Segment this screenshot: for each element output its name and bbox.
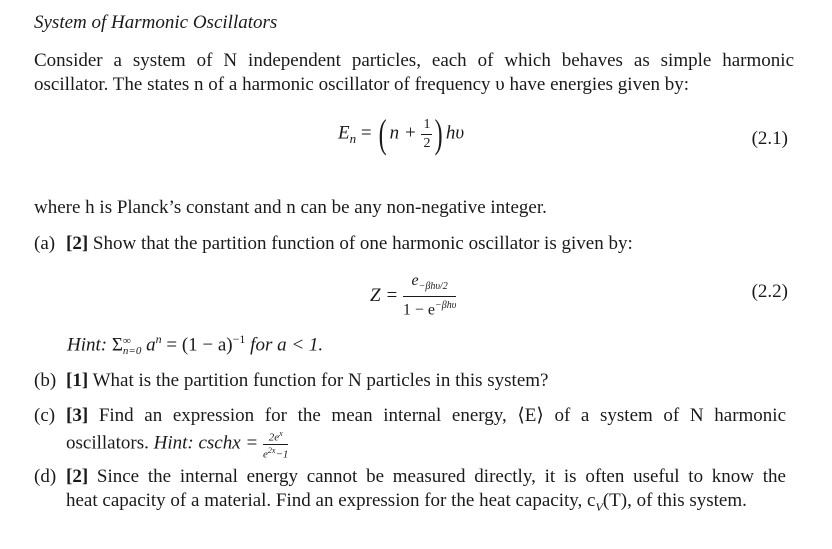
part-d-label: (d)	[34, 466, 57, 487]
part-d-text2: heat capacity of a material. Find an expression for the heat capacity, c	[66, 490, 596, 511]
part-c-hint-den	[263, 445, 288, 461]
part-b	[34, 369, 548, 393]
eq1-close-paren: )	[435, 111, 444, 156]
eq2-den-exp: −βhυ	[435, 300, 457, 312]
hint-a-body-sup: n	[155, 332, 162, 346]
part-d-text2-tail: (T), of this system.	[602, 490, 747, 511]
part-c-line-2	[34, 428, 794, 460]
hint-a-body: a	[141, 334, 156, 356]
part-c-line-1	[34, 404, 786, 428]
eq1-frac-den: 2	[423, 135, 431, 151]
intro-line-1: Consider a system of N independent particles, each of which behaves as simple harmonic	[34, 50, 794, 71]
eq2-lhs: Z =	[370, 284, 399, 306]
eq1-open-paren: (	[378, 111, 387, 156]
hint-a-rest: = (1 − a)	[161, 334, 233, 356]
hint-a-prefix: Hint:	[67, 334, 112, 356]
equation-number-2-1: (2.1)	[751, 128, 788, 149]
eq2-num-base: e	[411, 272, 419, 289]
part-c	[34, 404, 794, 460]
part-c-hint-num-sup: x	[279, 429, 283, 438]
hint-a-rest-sup: −1	[232, 332, 246, 346]
part-c-marks: [3]	[66, 405, 89, 426]
eq2-numerator	[403, 272, 456, 297]
part-a-text: Show that the partition function of one harmonic oscillator is given by:	[92, 233, 633, 254]
part-c-text2: oscillators.	[66, 432, 149, 454]
equation-number-2-2: (2.2)	[751, 281, 788, 302]
equation-2-2	[370, 272, 456, 320]
part-c-hint-num-base: 2e	[268, 431, 280, 444]
part-c-hint-den-base: e	[262, 448, 268, 461]
eq2-fraction	[403, 272, 456, 320]
eq1-equals: =	[360, 122, 372, 144]
equation-2-1	[338, 111, 465, 170]
part-a-marks: [2]	[66, 233, 89, 254]
hint-a-tail: for a < 1.	[245, 334, 324, 356]
part-b-marks: [1]	[66, 370, 89, 391]
part-c-text1: Find an expression for the mean internal energy, ⟨E⟩ of a system of N harmonic	[98, 405, 787, 426]
part-c-hint-den-tail: −1	[275, 448, 289, 461]
part-d	[34, 465, 794, 519]
part-c-hint-num	[263, 428, 288, 445]
part-c-label: (c)	[34, 405, 56, 426]
intro-paragraph	[34, 49, 794, 97]
eq1-n: n +	[389, 122, 417, 144]
eq1-rhs: hυ	[445, 122, 465, 144]
part-d-line-2	[34, 489, 794, 519]
part-a	[34, 232, 633, 256]
hint-a	[67, 332, 323, 356]
eq2-num-exp: −βhυ/2	[418, 281, 448, 293]
part-d-line-1	[34, 465, 786, 489]
part-c-hint-fraction	[263, 428, 288, 460]
eq1-fraction	[421, 116, 432, 153]
part-d-marks: [2]	[66, 466, 89, 487]
part-c-hint: Hint: cschx =	[153, 432, 259, 454]
hint-a-sum-sub: n=0	[122, 344, 142, 357]
hint-a-sum-sup: ∞	[122, 334, 131, 347]
eq1-frac-num: 1	[421, 116, 432, 135]
eq2-den-base: 1 − e	[402, 301, 436, 319]
after-eq1-text: where h is Planck’s constant and n can be any non-negative integer.	[34, 197, 547, 218]
eq2-denominator	[403, 297, 456, 319]
eq1-lhs: E	[338, 122, 350, 144]
intro-line-2: oscillator. The states n of a harmonic oscillator of frequency υ have energies given by:	[34, 74, 690, 95]
part-d-text2-sub: V	[595, 499, 603, 514]
hint-a-sum: Σ	[111, 334, 123, 356]
part-c-hint-den-sup: 2x	[267, 445, 276, 455]
part-b-text: What is the partition function for N particles in this system?	[92, 370, 549, 391]
section-title: System of Harmonic Oscillators	[34, 12, 278, 33]
hint-a-limits	[123, 336, 141, 356]
part-d-text1: Since the internal energy cannot be measured directly, it is often useful to know the	[96, 466, 786, 487]
part-b-label: (b)	[34, 370, 57, 391]
part-a-label: (a)	[34, 233, 56, 254]
eq1-sub: n	[349, 131, 357, 147]
